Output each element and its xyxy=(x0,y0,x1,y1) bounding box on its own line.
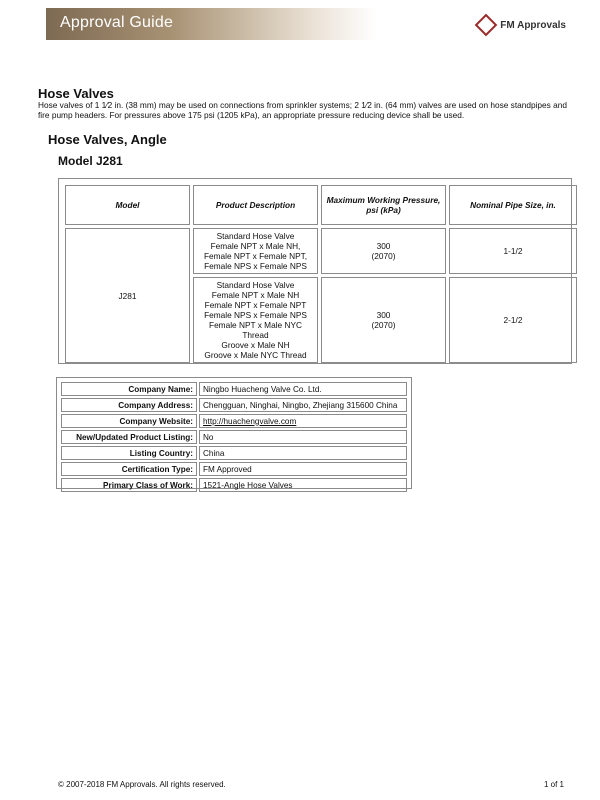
description-line: Thread xyxy=(242,330,269,340)
pressure-psi: 300 xyxy=(376,241,391,251)
company-row xyxy=(61,462,407,476)
header-product-description: Product Description xyxy=(193,185,318,225)
model-cell: J281 xyxy=(65,228,190,363)
size-cell: 1-1/2 xyxy=(449,228,577,274)
primary-class-label: Primary Class of Work: xyxy=(61,478,197,492)
header-nominal-size: Nominal Pipe Size, in. xyxy=(449,185,577,225)
description-line: Female NPT x Male NH xyxy=(211,290,300,300)
logo-text: FM Approvals xyxy=(500,19,566,31)
company-website-label: Company Website: xyxy=(61,414,197,428)
description-line: Female NPS x Female NPS xyxy=(204,310,307,320)
header-model: Model xyxy=(65,185,190,225)
description-line: Female NPT x Male NH, xyxy=(210,241,301,251)
subsection-title: Hose Valves, Angle xyxy=(48,132,167,147)
listing-status-value: No xyxy=(199,430,407,444)
company-row xyxy=(61,446,407,460)
copyright: © 2007-2018 FM Approvals. All rights reserved. xyxy=(58,780,226,789)
pressure-cell xyxy=(321,277,446,363)
company-row xyxy=(61,430,407,444)
intro-text: Hose valves of 1 1⁄2 in. (38 mm) may be used on connections from sprinkler systems; 2 1⁄2 in. (64 mm) valves are used on hose standpipes and fire pump headers. For pressures above 175 psi (1205 kPa), an appropriate pressure reducing device shall be used. xyxy=(38,100,567,120)
fm-approvals-logo[interactable] xyxy=(478,14,566,36)
description-line: Groove x Male NYC Thread xyxy=(204,350,307,360)
description-line: Standard Hose Valve xyxy=(216,231,295,241)
company-name-value: Ningbo Huacheng Valve Co. Ltd. xyxy=(199,382,407,396)
description-line: Female NPS x Female NPS xyxy=(204,261,307,271)
description-cell xyxy=(193,277,318,363)
company-row xyxy=(61,478,407,492)
listing-country-value: China xyxy=(199,446,407,460)
size-cell: 2-1/2 xyxy=(449,277,577,363)
diamond-logo-icon xyxy=(475,14,498,37)
company-website-link[interactable]: http://huachengvalve.com xyxy=(203,416,297,426)
primary-class-value: 1521-Angle Hose Valves xyxy=(199,478,407,492)
spec-table xyxy=(62,182,580,366)
company-row xyxy=(61,414,407,428)
description-line: Female NPT x Female NPT, xyxy=(203,251,308,261)
header-max-pressure: Maximum Working Pressure, psi (kPa) xyxy=(321,185,446,225)
description-line: Female NPT x Female NPT xyxy=(204,300,307,310)
company-info-table xyxy=(59,380,409,494)
description-line: Female NPT x Male NYC xyxy=(209,320,302,330)
listing-country-label: Listing Country: xyxy=(61,446,197,460)
company-address-label: Company Address: xyxy=(61,398,197,412)
pressure-kpa: (2070) xyxy=(371,320,396,330)
company-row xyxy=(61,398,407,412)
spec-table-container xyxy=(58,178,572,364)
header-banner xyxy=(46,8,376,40)
description-line: Groove x Male NH xyxy=(221,340,290,350)
model-heading: Model J281 xyxy=(58,154,123,168)
company-info-container xyxy=(56,377,412,489)
pressure-kpa: (2070) xyxy=(371,251,396,261)
company-address-value: Chengguan, Ninghai, Ningbo, Zhejiang 315600 China xyxy=(199,398,407,412)
company-row xyxy=(61,382,407,396)
description-line: Standard Hose Valve xyxy=(216,280,295,290)
table-row xyxy=(65,228,577,274)
certification-type-value: FM Approved xyxy=(199,462,407,476)
pressure-psi: 300 xyxy=(376,310,391,320)
section-title: Hose Valves xyxy=(38,86,114,101)
company-name-label: Company Name: xyxy=(61,382,197,396)
listing-status-label: New/Updated Product Listing: xyxy=(61,430,197,444)
certification-type-label: Certification Type: xyxy=(61,462,197,476)
company-website-cell xyxy=(199,414,407,428)
pressure-cell xyxy=(321,228,446,274)
page-number: 1 of 1 xyxy=(543,780,564,789)
header-title: Approval Guide xyxy=(60,14,174,31)
description-cell xyxy=(193,228,318,274)
